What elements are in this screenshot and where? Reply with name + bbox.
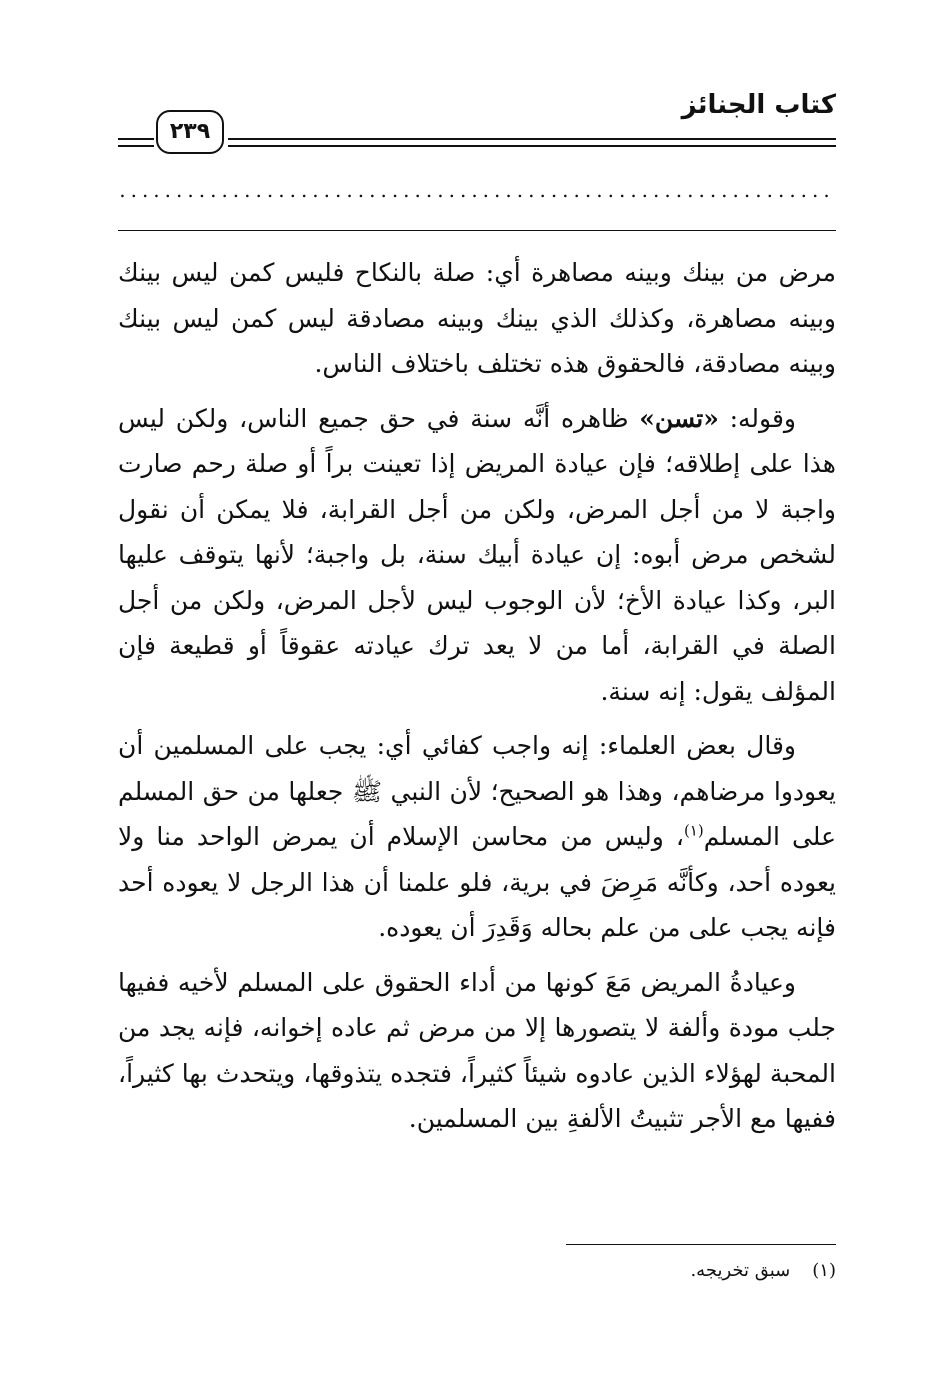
footnote-text: سبق تخريجه.: [690, 1260, 791, 1281]
running-title: كتاب الجنائز: [681, 90, 836, 120]
paragraph-3: [118, 723, 836, 951]
main-text: [118, 250, 836, 1151]
paragraph-2: [118, 396, 836, 715]
book-page: [118, 80, 836, 1320]
page-header: [118, 80, 836, 160]
footnote-rule: [566, 1244, 836, 1245]
page-number: ٢٣٩: [156, 110, 224, 154]
paragraph-text: وقال بعض العلماء: إنه واجب كفائي أي: يجب على المسلمين أن يعودوا مرضاهم، وهذا هو الصحيح؛ لأن النبي ﷺ جعلها من حق المسلم على المسلم: [118, 731, 836, 851]
paragraph-text: مرض من بينك وبينه مصاهرة أي: صلة بالنكاح فليس كمن ليس بينك وبينه مصاهرة، وكذلك الذي بينك وبينه مصادقة ليس كمن ليس بينك وبينه مصادقة، فالحقوق هذه تختلف باختلاف الناس.: [118, 258, 836, 378]
quoted-term: «تسن»: [639, 403, 719, 433]
paragraph-4: [118, 960, 836, 1142]
paragraph-text: وعيادةُ المريض مَعَ كونها من أداء الحقوق على المسلم لأخيه ففيها جلب مودة وألفة لا يتصورها إلا من مرض ثم عاده إخوانه، فإنه يجد من المحبة لهؤلاء الذين عادوه شيئاً كثيراً، فتجده يتذوقها، ويتحدث بها كثيراً، ففيها مع الأجر تثبيتُ الألفةِ بين المسلمين.: [118, 967, 836, 1133]
header-rule-left: [118, 138, 154, 147]
paragraph-text-continued: ، وليس من محاسن الإسلام أن يمرض الواحد منا ولا يعوده أحد، وكأنَّه مَرِضَ في برية، فلو علمنا أن هذا الرجل لا يعوده أحد فإنه يجب على من علم بحاله وَقَدِرَ أن يعوده.: [118, 822, 836, 942]
dotted-separator: ...............................................................: [119, 178, 835, 202]
footnote-number: (١): [812, 1260, 836, 1281]
paragraph-text: ظاهره أنَّه سنة في حق جميع الناس، ولكن ليس هذا على إطلاقه؛ فإن عيادة المريض إذا تعينت براً أو صلة رحم صارت واجبة لا من أجل المرض، ولكن من أجل القرابة، فلا يمكن أن نقول لشخص مرض أبوه: إن عيادة أبيك سنة، بل واجبة؛ لأنها يتوقف عليها البر، وكذا عيادة الأخ؛ لأن الوجوب ليس لأجل المرض، ولكن من أجل الصلة في القرابة، أما من لا يعد ترك عيادته عقوقاً أو قطيعة فإن المؤلف يقول: إنه سنة.: [118, 403, 836, 706]
footnote-reference[interactable]: (١): [683, 821, 704, 840]
footnote-1: [690, 1258, 836, 1284]
paragraph-1: [118, 250, 836, 387]
top-rule: [118, 230, 836, 231]
header-rule-right: [228, 138, 836, 147]
paragraph-lead: وقوله:: [718, 403, 796, 433]
